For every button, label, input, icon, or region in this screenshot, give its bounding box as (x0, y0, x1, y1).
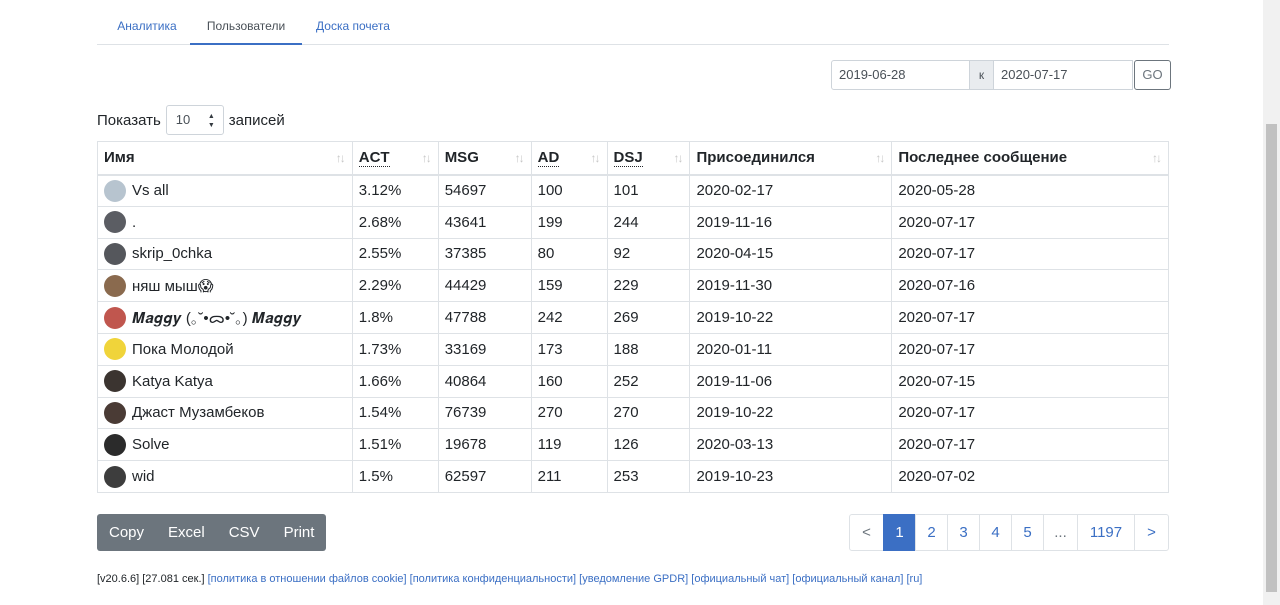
cell-act: 3.12% (352, 175, 438, 207)
cell-joined: 2020-02-17 (690, 175, 892, 207)
cell-joined: 2019-11-16 (690, 206, 892, 238)
cell-msg: 33169 (438, 333, 531, 365)
user-name[interactable]: Vs all (132, 182, 169, 200)
language-link[interactable]: [ru] (906, 573, 923, 585)
cell-msg: 40864 (438, 365, 531, 397)
user-name[interactable]: . (132, 213, 137, 231)
vertical-scrollbar[interactable] (1263, 0, 1280, 605)
cell-act: 1.66% (352, 365, 438, 397)
cell-name (98, 365, 353, 397)
cell-dsj: 229 (607, 270, 690, 302)
cell-dsj: 188 (607, 333, 690, 365)
cell-msg: 76739 (438, 397, 531, 429)
cell-name (98, 175, 353, 207)
table-header-row (98, 142, 1169, 175)
cell-msg: 19678 (438, 429, 531, 461)
page-3[interactable]: 3 (947, 514, 980, 551)
column-header-dsj[interactable]: DSJ ↑↓ (607, 142, 690, 175)
avatar (104, 466, 126, 488)
sort-icon: ↑↓ (590, 151, 599, 165)
pagination (849, 514, 1169, 551)
cell-joined: 2019-10-22 (690, 302, 892, 334)
cell-dsj: 92 (607, 238, 690, 270)
cell-joined: 2019-11-30 (690, 270, 892, 302)
page-4[interactable]: 4 (979, 514, 1012, 551)
entries-length-control (97, 105, 285, 135)
cell-msg: 44429 (438, 270, 531, 302)
cell-ad: 80 (531, 238, 607, 270)
cell-last-message: 2020-07-17 (892, 238, 1169, 270)
entries-per-page-value: 10 (175, 112, 191, 127)
column-header-joined[interactable]: Присоединился ↑↓ (690, 142, 892, 175)
user-name[interactable]: Katya Katya (132, 372, 213, 390)
column-header-msg[interactable]: MSG ↑↓ (438, 142, 531, 175)
cell-last-message: 2020-07-17 (892, 397, 1169, 429)
cell-dsj: 244 (607, 206, 690, 238)
gdpr-notice-link[interactable]: [уведомление GPDR] (579, 573, 689, 585)
cell-joined: 2020-03-13 (690, 429, 892, 461)
footer-version: [v20.6.6] [27.081 сек.] (97, 573, 205, 585)
length-prefix-label: Показать (97, 111, 161, 129)
avatar (104, 307, 126, 329)
column-header-name[interactable]: Имя ↑↓ (98, 142, 353, 175)
cell-joined: 2019-10-22 (690, 397, 892, 429)
cell-joined: 2020-01-11 (690, 333, 892, 365)
cell-last-message: 2020-07-15 (892, 365, 1169, 397)
cell-msg: 47788 (438, 302, 531, 334)
user-name[interactable]: Пока Молодой (132, 340, 234, 358)
table-row (98, 238, 1169, 270)
copy-button[interactable]: Copy (109, 524, 145, 541)
sort-icon: ↑↓ (335, 151, 344, 165)
cell-msg: 43641 (438, 206, 531, 238)
avatar (104, 434, 126, 456)
avatar (104, 338, 126, 360)
avatar (104, 275, 126, 297)
export-button-group (97, 514, 326, 551)
sort-icon: ↑↓ (1152, 151, 1160, 165)
table-row (98, 397, 1169, 429)
cell-last-message: 2020-07-17 (892, 302, 1169, 334)
cell-dsj: 252 (607, 365, 690, 397)
cell-act: 1.54% (352, 397, 438, 429)
cell-act: 2.55% (352, 238, 438, 270)
table-row (98, 429, 1169, 461)
excel-button[interactable]: Excel (168, 524, 205, 541)
nav-tabs (97, 0, 1169, 45)
table-row (98, 365, 1169, 397)
csv-button[interactable]: CSV (228, 524, 260, 541)
tab-users[interactable]: Пользователи (190, 0, 302, 45)
user-name[interactable]: 𝑴𝒂𝒈𝒈𝒚 (｡˘•ᯅ•˘｡) 𝑴𝒂𝒈𝒈𝒚 (132, 310, 302, 328)
cell-ad: 199 (531, 206, 607, 238)
cell-joined: 2019-11-06 (690, 365, 892, 397)
cell-act: 1.73% (352, 333, 438, 365)
user-name[interactable]: Джаст Музамбеков (132, 404, 265, 422)
go-button[interactable]: GO (1134, 60, 1171, 90)
cell-last-message: 2020-05-28 (892, 175, 1169, 207)
cell-ad: 173 (531, 333, 607, 365)
user-name[interactable]: Solve (132, 436, 170, 454)
user-name[interactable]: wid (132, 468, 155, 486)
page-ellipsis: ... (1043, 514, 1078, 551)
official-chat-link[interactable]: [официальный чат] (691, 573, 790, 585)
page-5[interactable]: 5 (1011, 514, 1044, 551)
cell-name (98, 397, 353, 429)
table-row (98, 333, 1169, 365)
cell-msg: 62597 (438, 461, 531, 493)
cell-name (98, 206, 353, 238)
scrollbar-thumb[interactable] (1266, 124, 1277, 592)
cell-dsj: 270 (607, 397, 690, 429)
cell-ad: 270 (531, 397, 607, 429)
next-page-button[interactable]: > (1134, 514, 1169, 551)
date-range-separator: к (970, 60, 994, 90)
cell-last-message: 2020-07-17 (892, 429, 1169, 461)
avatar (104, 180, 126, 202)
sort-icon: ↑↓ (673, 151, 682, 165)
avatar (104, 211, 126, 233)
previous-page-button[interactable]: < (849, 514, 884, 551)
table-row (98, 206, 1169, 238)
privacy-policy-link[interactable]: [политика конфиденциальности] (409, 573, 577, 585)
cell-ad: 211 (531, 461, 607, 493)
official-channel-link[interactable]: [официальный канал] (792, 573, 904, 585)
cell-msg: 37385 (438, 238, 531, 270)
cell-msg: 54697 (438, 175, 531, 207)
tab-analytics[interactable]: Аналитика (117, 19, 177, 33)
cell-joined: 2020-04-15 (690, 238, 892, 270)
cell-name (98, 429, 353, 461)
cell-ad: 242 (531, 302, 607, 334)
cell-act: 1.5% (352, 461, 438, 493)
users-table-body (98, 175, 1169, 493)
column-header-ad[interactable]: AD ↑↓ (531, 142, 607, 175)
footer (97, 573, 922, 585)
avatar (104, 402, 126, 424)
cell-act: 2.29% (352, 270, 438, 302)
cookie-policy-link[interactable]: [политика в отношении файлов cookie] (207, 573, 407, 585)
table-row (98, 270, 1169, 302)
page-1197[interactable]: 1197 (1077, 514, 1135, 551)
cell-name (98, 333, 353, 365)
sort-icon: ↑↓ (875, 151, 884, 165)
cell-act: 2.68% (352, 206, 438, 238)
cell-name (98, 270, 353, 302)
sort-icon: ↑↓ (421, 151, 430, 165)
entries-per-page-select[interactable] (166, 105, 224, 135)
tab-honor-board[interactable]: Доска почета (316, 19, 390, 33)
page-1[interactable]: 1 (883, 514, 916, 551)
length-suffix-label: записей (228, 111, 285, 129)
cell-ad: 160 (531, 365, 607, 397)
cell-dsj: 101 (607, 175, 690, 207)
page-2[interactable]: 2 (915, 514, 948, 551)
select-arrows-icon: ▲ ▼ (207, 113, 215, 129)
cell-dsj: 126 (607, 429, 690, 461)
cell-act: 1.51% (352, 429, 438, 461)
table-row (98, 461, 1169, 493)
cell-act: 1.8% (352, 302, 438, 334)
sort-icon: ↑↓ (514, 151, 523, 165)
cell-ad: 100 (531, 175, 607, 207)
users-table (97, 141, 1169, 493)
user-name[interactable]: няш мыш😱 (132, 277, 214, 295)
cell-name (98, 302, 353, 334)
cell-last-message: 2020-07-02 (892, 461, 1169, 493)
cell-name (98, 238, 353, 270)
column-header-last-message[interactable]: Последнее сообщение ↑↓ (892, 142, 1169, 175)
cell-joined: 2019-10-23 (690, 461, 892, 493)
avatar (104, 370, 126, 392)
avatar (104, 243, 126, 265)
cell-last-message: 2020-07-17 (892, 333, 1169, 365)
cell-dsj: 269 (607, 302, 690, 334)
date-to-input[interactable]: 2020-07-17 (994, 60, 1133, 90)
cell-ad: 159 (531, 270, 607, 302)
table-row (98, 302, 1169, 334)
cell-ad: 119 (531, 429, 607, 461)
date-from-input[interactable]: 2019-06-28 (831, 60, 970, 90)
user-name[interactable]: skrip_0chka (132, 245, 213, 263)
date-range-picker (831, 60, 1171, 90)
table-row (98, 175, 1169, 207)
cell-last-message: 2020-07-16 (892, 270, 1169, 302)
cell-name (98, 461, 353, 493)
cell-last-message: 2020-07-17 (892, 206, 1169, 238)
column-header-act[interactable]: ACT ↑↓ (352, 142, 438, 175)
print-button[interactable]: Print (283, 524, 315, 541)
cell-dsj: 253 (607, 461, 690, 493)
